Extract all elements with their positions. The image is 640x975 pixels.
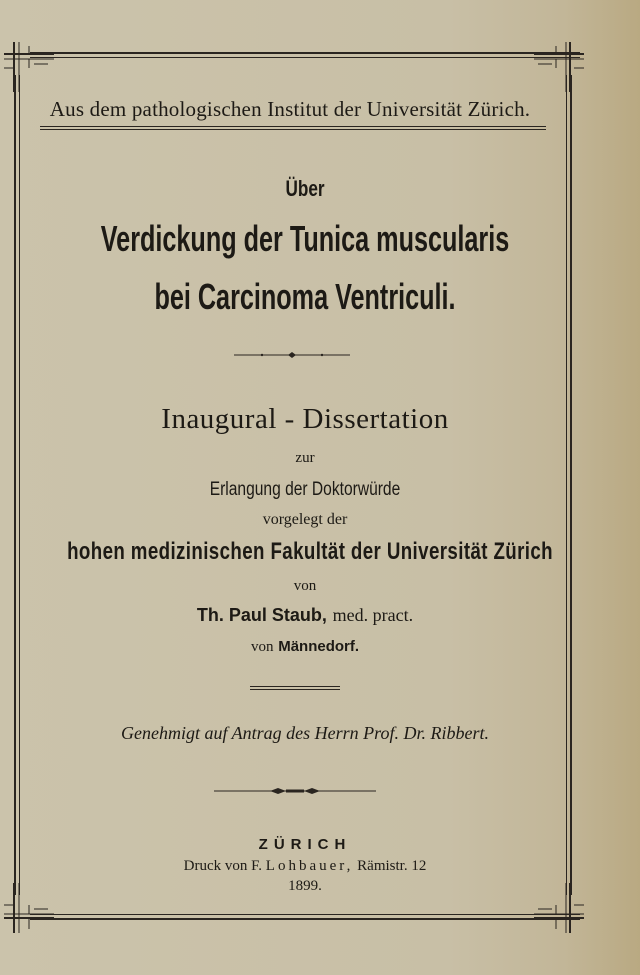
- header-rule-bottom: [40, 129, 546, 130]
- dissertation-purpose: Erlangung der Doktorwürde: [209, 479, 401, 500]
- frame-left-outer: [14, 75, 16, 895]
- frame-left-inner: [19, 75, 20, 895]
- printer-address: Rämistr. 12: [357, 858, 427, 874]
- title-line-1: Verdickung der Tunica muscularis: [100, 218, 510, 259]
- origin-place: Männedorf.: [278, 638, 360, 655]
- corner-ornament-top-right: [534, 42, 584, 92]
- dissertation-zur: zur: [295, 450, 315, 466]
- imprint-printer: [0, 858, 610, 875]
- printer-prefix: Druck von F.: [183, 858, 263, 874]
- frame-bottom-outer: [30, 918, 580, 920]
- institute-header: Aus dem pathologischen Institut der Universität Zürich.: [49, 97, 531, 121]
- printer-name: Lohbauer,: [265, 858, 354, 874]
- divider-ornament-1: [230, 349, 354, 361]
- dissertation-heading: Inaugural - Dissertation: [161, 403, 449, 435]
- frame-right-inner: [566, 75, 567, 895]
- divider-ornament-2: [212, 784, 378, 798]
- origin-line: [0, 637, 610, 656]
- corner-ornament-top-left: [4, 42, 54, 92]
- double-rule-top: [250, 686, 340, 687]
- frame-top-outer: [30, 52, 580, 54]
- imprint-year: 1899.: [288, 878, 322, 894]
- author-line: [0, 605, 610, 626]
- title-ueber: Über: [285, 176, 325, 201]
- header-rule-top: [40, 126, 546, 127]
- frame-top-inner: [30, 57, 580, 58]
- frame-right-outer: [570, 75, 572, 895]
- frame-bottom-inner: [30, 914, 580, 915]
- author-title: med. pract.: [332, 605, 414, 625]
- dissertation-von: von: [293, 578, 317, 594]
- title-line-2: bei Carcinoma Ventriculi.: [154, 276, 456, 317]
- double-rule-bottom: [250, 689, 340, 690]
- dissertation-submitted: vorgelegt der: [262, 511, 348, 528]
- author-name: Th. Paul Staub,: [196, 605, 327, 625]
- imprint-city: ZÜRICH: [258, 836, 352, 853]
- origin-prefix: von: [250, 639, 274, 655]
- faculty-line: hohen medizinischen Fakultät der Universität Zürich: [67, 538, 554, 565]
- approval-line: Genehmigt auf Antrag des Herrn Prof. Dr. Ribbert.: [121, 723, 489, 743]
